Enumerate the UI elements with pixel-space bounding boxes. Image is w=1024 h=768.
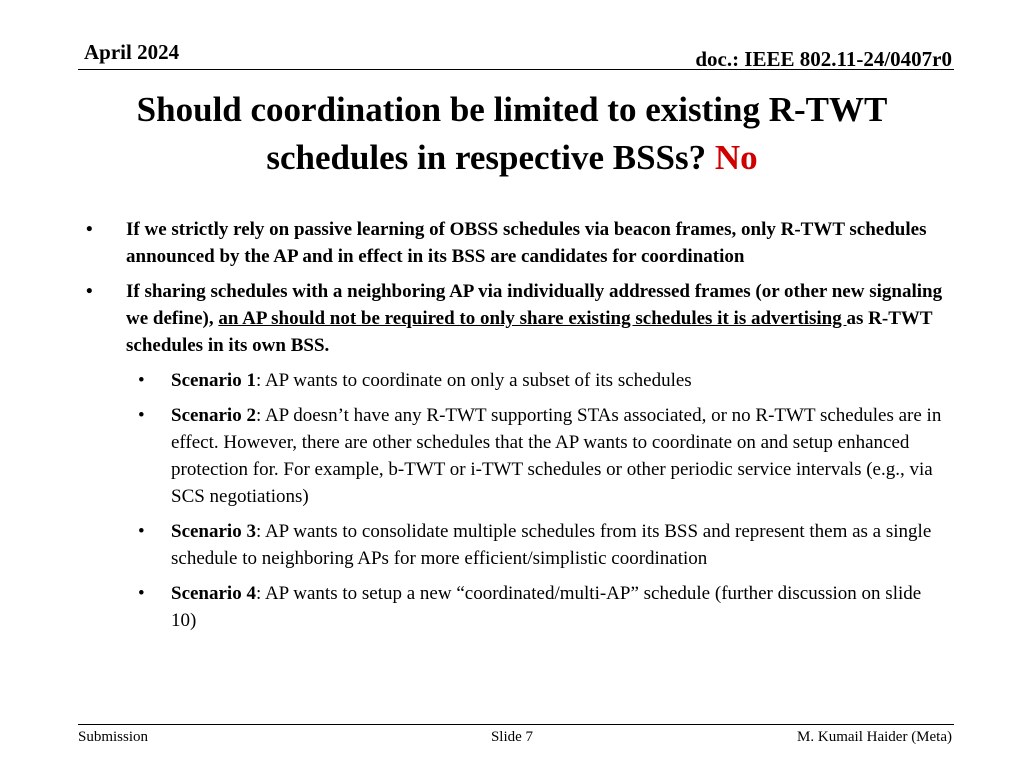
bullet-icon: •	[138, 405, 145, 426]
footer-slide-number: Slide 7	[490, 729, 534, 745]
scenario-label: Scenario 1	[171, 370, 256, 391]
bullet-icon: •	[138, 583, 145, 604]
bullet-icon: •	[86, 281, 93, 302]
slide-body	[86, 216, 944, 642]
scenario-text: : AP wants to setup a new “coordinated/multi-AP” schedule (further discussion on slide 10)	[171, 583, 922, 631]
scenario-text: : AP doesn’t have any R-TWT supporting STAs associated, or no R-TWT schedules are in effect. However, there are other schedules that the AP wants to coordinate on and setup enhanced protection for. For example, b-TWT or i-TWT schedules or other periodic service intervals (e.g., via SCS negotiations)	[171, 405, 942, 507]
scenario-item	[86, 367, 944, 394]
scenario-item	[86, 518, 944, 572]
header-divider	[78, 69, 954, 70]
scenario-text: : AP wants to consolidate multiple schedules from its BSS and represent them as a single schedule to neighboring APs for more efficient/simplistic coordination	[171, 521, 932, 569]
slide-title-answer: No	[714, 138, 758, 177]
bullet-text-pre: If sharing schedules with a neighboring AP via individually addressed frames (or other new signaling we define),	[126, 281, 943, 329]
scenario-label: Scenario 4	[171, 583, 256, 604]
scenario-label: Scenario 2	[171, 405, 256, 426]
bullet-text: If we strictly rely on passive learning of OBSS schedules via beacon frames, only R-TWT schedules announced by the AP and in effect in its BSS are candidates for coordination	[126, 219, 927, 267]
bullet-icon: •	[138, 370, 145, 391]
bullet-text-post: as R-TWT schedules in its own BSS.	[126, 308, 933, 356]
scenario-text: : AP wants to coordinate on only a subset of its schedules	[255, 370, 692, 391]
footer-author: M. Kumail Haider (Meta)	[797, 729, 952, 745]
bullet-sharing-schedules	[86, 278, 944, 359]
bullet-passive-learning	[86, 216, 944, 270]
bullet-icon: •	[138, 521, 145, 542]
footer-submission: Submission	[78, 729, 149, 745]
scenario-item	[86, 580, 944, 634]
slide-title-main: Should coordination be limited to existing R-TWT schedules in respective BSSs?	[136, 90, 888, 177]
footer-divider	[78, 724, 954, 725]
bullet-icon: •	[86, 219, 93, 240]
scenario-label: Scenario 3	[171, 521, 256, 542]
slide-title	[90, 86, 934, 182]
scenario-item	[86, 402, 944, 510]
header-date: April 2024	[84, 40, 180, 64]
header-doc-id: doc.: IEEE 802.11-24/0407r0	[695, 47, 952, 71]
bullet-text-underlined: an AP should not be required to only share existing schedules it is advertising	[218, 308, 847, 329]
